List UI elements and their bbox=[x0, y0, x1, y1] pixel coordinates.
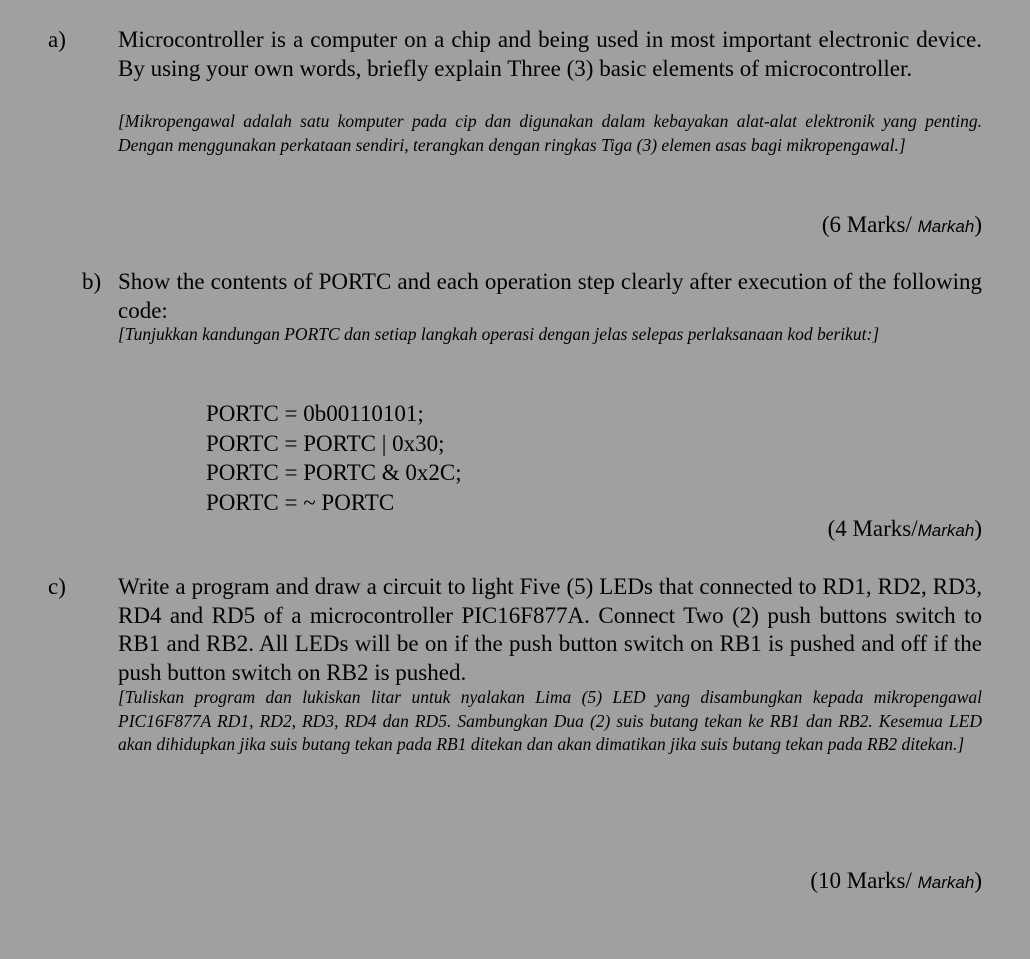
question-c-label: c) bbox=[48, 574, 66, 599]
marks-en: (4 Marks/ bbox=[827, 516, 918, 541]
question-a-translation: [Mikropengawal adalah satu komputer pada cip dan digunakan dalam kebayakan alat-alat elektronik yang penting. Dengan menggunakan perkataan sendiri, terangkan dengan ringkas Tiga (3) elemen asas bagi mikropengawal.] bbox=[118, 111, 982, 155]
marks-close: ) bbox=[974, 212, 982, 237]
marks-close: ) bbox=[974, 868, 982, 893]
code-line: PORTC = PORTC | 0x30; bbox=[206, 430, 445, 456]
marks-my: Markah bbox=[917, 873, 975, 892]
code-line: PORTC = PORTC & 0x2C; bbox=[206, 460, 462, 485]
marks-close: ) bbox=[974, 516, 982, 541]
question-b-label: b) bbox=[82, 269, 102, 294]
marks-my: Markah bbox=[917, 217, 975, 236]
question-a-marks bbox=[822, 211, 982, 241]
code-line: PORTC = ~ PORTC bbox=[206, 489, 395, 515]
question-b-translation: [Tunjukkan kandungan PORTC dan setiap langkah operasi dengan jelas selepas perlaksanaan kod berikut:] bbox=[118, 324, 880, 344]
question-b-text: Show the contents of PORTC and each operation step clearly after execution of the following code: bbox=[118, 269, 982, 323]
question-a-text: Microcontroller is a computer on a chip and being used in most important electronic device. By using your own words, briefly explain Three (3) basic elements of microcontroller. bbox=[118, 27, 982, 81]
question-b-marks bbox=[828, 515, 982, 545]
question-c-marks bbox=[810, 867, 982, 897]
question-a-label: a) bbox=[48, 27, 66, 52]
code-block bbox=[206, 399, 462, 517]
marks-en: (10 Marks/ bbox=[810, 868, 918, 893]
marks-my: Markah bbox=[917, 521, 975, 540]
question-c-translation: [Tuliskan program dan lukiskan litar untuk nyalakan Lima (5) LED yang disambungkan kepada mikropengawal PIC16F877A RD1, RD2, RD3, RD4 dan RD5. Sambungkan Dua (2) suis butang tekan ke RB1 dan RB2. Kesemua LED akan dihidupkan jika suis butang tekan pada RB1 ditekan dan akan dimatikan jika suis butang tekan pada RB2 ditekan.] bbox=[118, 687, 982, 754]
question-c-text: Write a program and draw a circuit to light Five (5) LEDs that connected to RD1, RD2, RD3, RD4 and RD5 of a microcontroller PIC16F877A. Connect Two (2) push buttons switch to RB1 and RB2. All LEDs will be on if the push button switch on RB1 is pushed and off if the push button switch on RB2 is pushed. bbox=[118, 574, 982, 685]
marks-en: (6 Marks/ bbox=[821, 212, 918, 237]
code-line: PORTC = 0b00110101; bbox=[206, 401, 424, 426]
